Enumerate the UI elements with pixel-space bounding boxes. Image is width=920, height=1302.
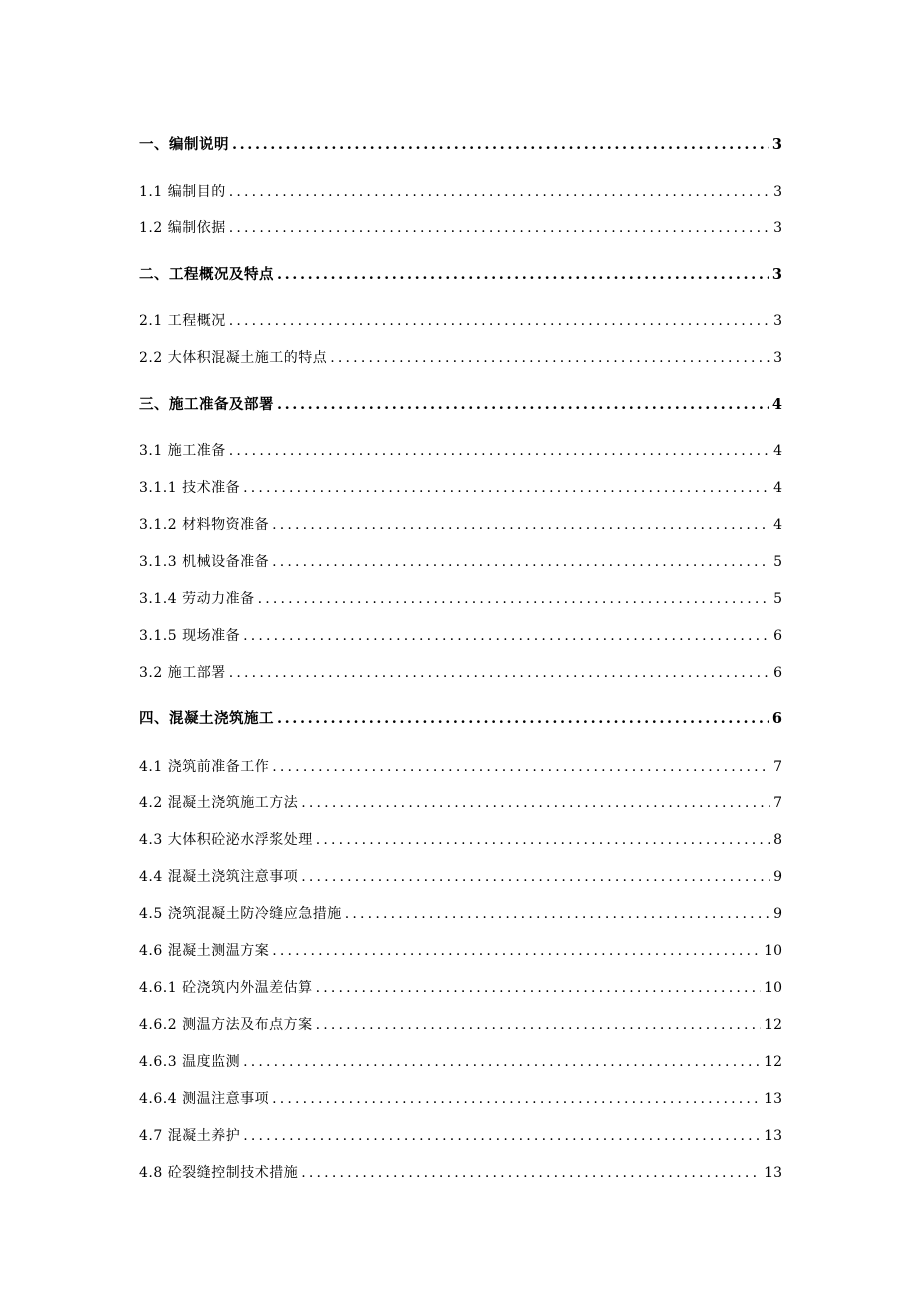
toc-entry[interactable] [139,662,782,684]
toc-entry-page: 5 [773,554,782,570]
toc-entry-title: 2.1 工程概况 [139,313,226,329]
toc-entry-page: 12 [764,1017,782,1033]
toc-entry-page: 4 [773,480,782,496]
toc-entry-title: 1.1 编制目的 [139,184,226,200]
toc-entry[interactable] [139,792,782,814]
toc-entry-page: 7 [773,795,782,811]
toc-leader-dots [243,625,770,647]
toc-entry[interactable] [139,940,782,962]
toc-leader-dots [229,181,770,203]
toc-leader-dots [272,756,770,778]
toc-entry[interactable] [139,551,782,573]
toc-entry[interactable] [139,1051,782,1073]
toc-entry-page: 13 [764,1091,782,1107]
toc-entry[interactable] [139,134,782,156]
toc-entry-page: 3 [771,136,782,153]
toc-entry[interactable] [139,625,782,647]
toc-entry-title: 3.2 施工部署 [139,665,226,681]
toc-entry[interactable] [139,347,782,369]
toc-entry-page: 13 [764,1165,782,1181]
toc-leader-dots [229,310,770,332]
toc-leader-dots [258,588,771,610]
toc-entry-page: 9 [773,906,782,922]
toc-entry[interactable] [139,440,782,462]
toc-entry[interactable] [139,1125,782,1147]
toc-leader-dots [330,347,770,369]
toc-leader-dots [243,1125,761,1147]
toc-entry[interactable] [139,217,782,239]
toc-entry-page: 6 [773,628,782,644]
toc-entry-title: 4.8 砼裂缝控制技术措施 [139,1165,299,1181]
toc-entry[interactable] [139,477,782,499]
toc-entry-title: 四、混凝土浇筑施工 [139,710,274,727]
toc-leader-dots [243,1051,761,1073]
toc-entry-title: 4.5 浇筑混凝土防冷缝应急措施 [139,906,342,922]
toc-entry[interactable] [139,1088,782,1110]
toc-entry-page: 3 [773,313,782,329]
toc-entry-page: 4 [771,396,782,413]
toc-entry-title: 3.1.1 技术准备 [139,480,241,496]
toc-entry[interactable] [139,1162,782,1184]
toc-entry-title: 4.1 浇筑前准备工作 [139,759,270,775]
toc-leader-dots [272,551,770,573]
toc-leader-dots [277,264,769,286]
toc-entry-page: 9 [773,869,782,885]
toc-entry-title: 3.1 施工准备 [139,443,226,459]
toc-leader-dots [277,394,769,416]
toc-leader-dots [232,134,769,156]
toc-entry-page: 10 [764,980,782,996]
toc-entry[interactable] [139,1014,782,1036]
toc-leader-dots [272,514,770,536]
toc-entry-title: 4.6.2 测温方法及布点方案 [139,1017,313,1033]
toc-entry-title: 4.6.1 砼浇筑内外温差估算 [139,980,313,996]
toc-entry-page: 13 [764,1128,782,1144]
toc-leader-dots [301,1162,761,1184]
toc-entry-title: 3.1.2 材料物资准备 [139,517,270,533]
toc-entry[interactable] [139,903,782,925]
toc-entry-page: 4 [773,443,782,459]
toc-entry[interactable] [139,394,782,416]
toc-leader-dots [316,977,762,999]
toc-entry-title: 3.1.5 现场准备 [139,628,241,644]
toc-entry-title: 4.4 混凝土浇筑注意事项 [139,869,299,885]
toc-entry[interactable] [139,866,782,888]
toc-entry-page: 3 [773,184,782,200]
toc-entry-page: 6 [773,665,782,681]
toc-entry[interactable] [139,756,782,778]
toc-entry-title: 1.2 编制依据 [139,220,226,236]
toc-entry-page: 6 [771,710,782,727]
toc-entry-title: 2.2 大体积混凝土施工的特点 [139,350,328,366]
toc-leader-dots [277,708,769,730]
toc-leader-dots [301,866,770,888]
toc-entry-page: 10 [764,943,782,959]
toc-entry-title: 3.1.3 机械设备准备 [139,554,270,570]
toc-entry-page: 3 [771,266,782,283]
toc-leader-dots [229,662,770,684]
toc-entry-title: 4.6.4 测温注意事项 [139,1091,270,1107]
toc-entry-page: 12 [764,1054,782,1070]
toc-leader-dots [243,477,770,499]
toc-entry-title: 4.2 混凝土浇筑施工方法 [139,795,299,811]
toc-entry-page: 3 [773,220,782,236]
toc-leader-dots [301,792,770,814]
toc-entry[interactable] [139,588,782,610]
toc-entry-page: 4 [773,517,782,533]
toc-entry-page: 7 [773,759,782,775]
toc-entry[interactable] [139,181,782,203]
toc-entry[interactable] [139,829,782,851]
toc-entry-title: 3.1.4 劳动力准备 [139,591,255,607]
toc-leader-dots [229,217,770,239]
toc-entry-title: 4.6 混凝土测温方案 [139,943,270,959]
toc-entry-title: 二、工程概况及特点 [139,266,274,283]
toc-leader-dots [272,1088,761,1110]
toc-entry-page: 8 [773,832,782,848]
toc-leader-dots [316,829,770,851]
toc-leader-dots [345,903,770,925]
toc-leader-dots [272,940,761,962]
toc-entry-title: 4.6.3 温度监测 [139,1054,241,1070]
toc-entry-page: 3 [773,350,782,366]
toc-entry[interactable] [139,514,782,536]
toc-entry[interactable] [139,708,782,730]
toc-leader-dots [316,1014,762,1036]
toc-entry-title: 4.3 大体积砼泌水浮浆处理 [139,832,313,848]
toc-entry[interactable] [139,264,782,286]
toc-entry[interactable] [139,977,782,999]
toc-entry-title: 三、施工准备及部署 [139,396,274,413]
toc-entry-title: 一、编制说明 [139,136,229,153]
toc-leader-dots [229,440,770,462]
toc-entry-title: 4.7 混凝土养护 [139,1128,241,1144]
toc-entry-page: 5 [773,591,782,607]
toc-entry[interactable] [139,310,782,332]
